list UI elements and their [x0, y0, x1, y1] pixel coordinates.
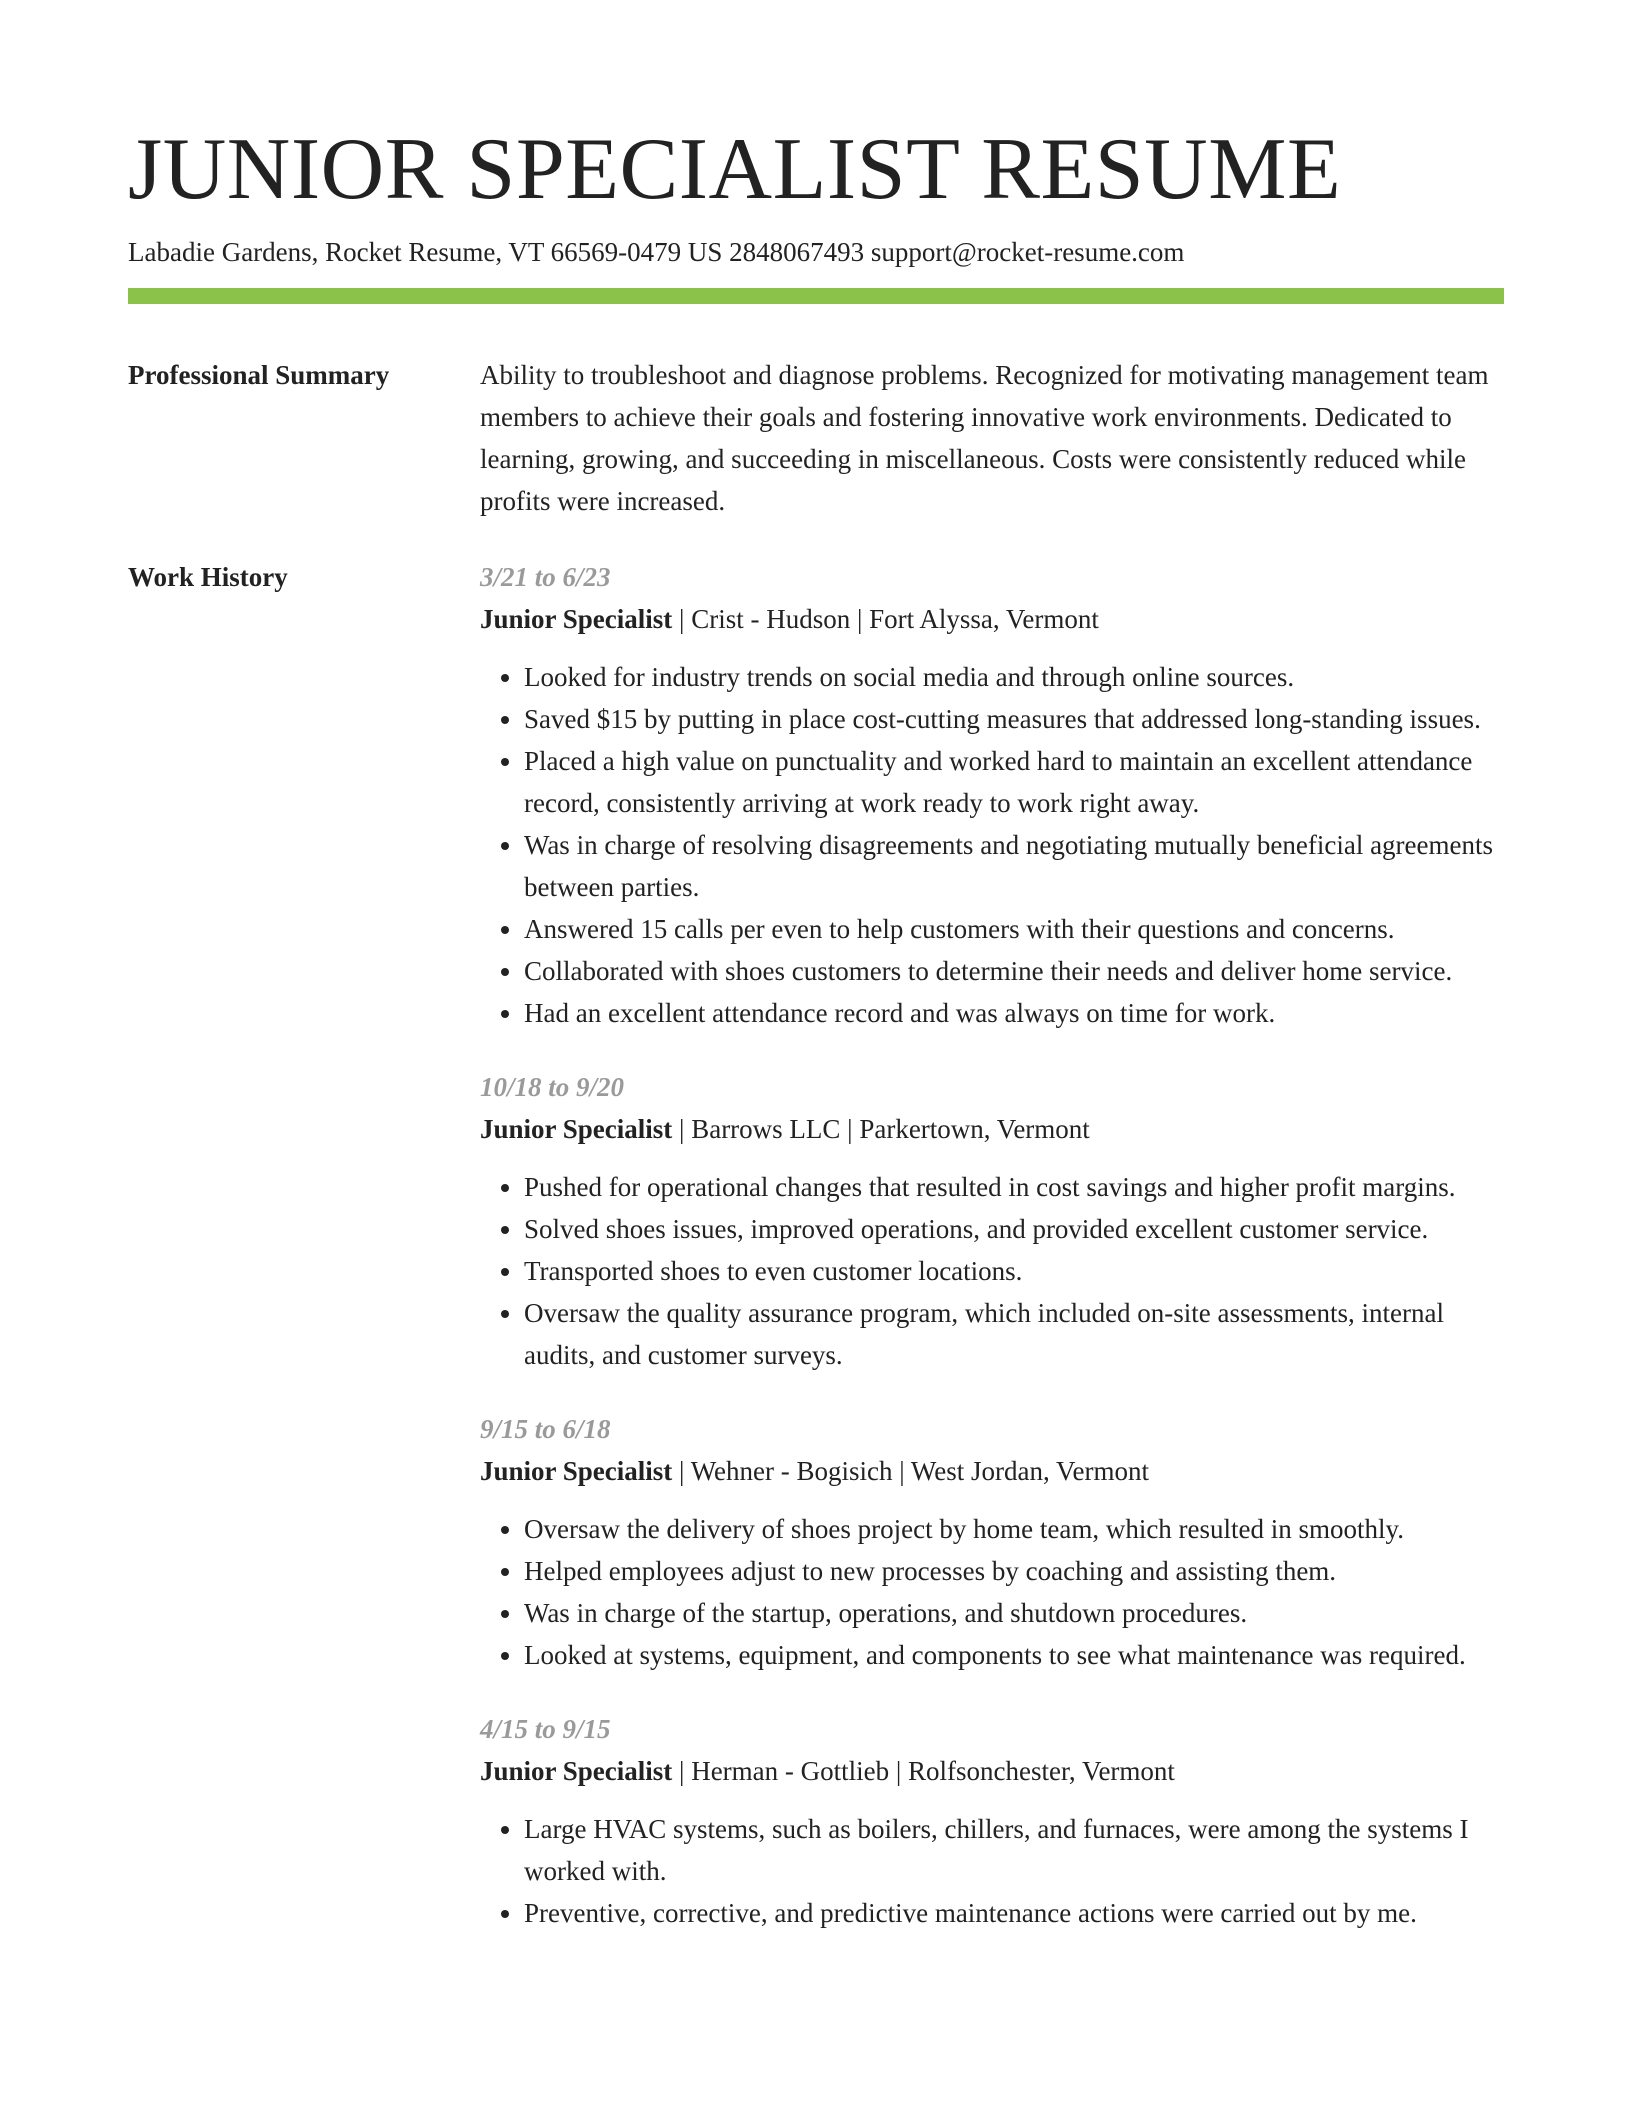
job-heading [480, 598, 1504, 640]
summary-content [480, 354, 1504, 522]
job-title: Junior Specialist [480, 1114, 673, 1144]
job-bullet: • Preventive, corrective, and predictive maintenance actions were carried out by me. [524, 1892, 1504, 1934]
job-bullet: • Had an excellent attendance record and was always on time for work. [524, 992, 1504, 1034]
resume-page [128, 118, 1504, 1966]
job-bullets [480, 1166, 1504, 1376]
job-bullet: • Saved $15 by putting in place cost-cutting measures that addressed long-standing issues. [524, 698, 1504, 740]
job-entry [480, 1066, 1504, 1376]
job-bullets [480, 1508, 1504, 1676]
resume-title: JUNIOR SPECIALIST RESUME [128, 121, 1342, 218]
job-bullet: • Helped employees adjust to new processes by coaching and assisting them. [524, 1550, 1504, 1592]
work-history-content [480, 556, 1504, 1966]
job-dates: 10/18 to 9/20 [480, 1072, 625, 1102]
job-company-location: | Crist - Hudson | Fort Alyssa, Vermont [672, 604, 1099, 634]
job-bullet: • Was in charge of the startup, operations, and shutdown procedures. [524, 1592, 1504, 1634]
job-bullets [480, 1808, 1504, 1934]
job-bullet: • Transported shoes to even customer locations. [524, 1250, 1504, 1292]
job-dates: 4/15 to 9/15 [480, 1714, 611, 1744]
job-title: Junior Specialist [480, 1756, 673, 1786]
job-bullet: • Oversaw the delivery of shoes project by home team, which resulted in smoothly. [524, 1508, 1504, 1550]
job-bullet: • Answered 15 calls per even to help customers with their questions and concerns. [524, 908, 1504, 950]
job-bullets [480, 656, 1504, 1034]
job-dates: 9/15 to 6/18 [480, 1414, 611, 1444]
job-heading [480, 1750, 1504, 1792]
job-bullet: • Large HVAC systems, such as boilers, chillers, and furnaces, were among the systems I worked with. [524, 1808, 1504, 1892]
summary-text: Ability to troubleshoot and diagnose problems. Recognized for motivating management team members to achieve their goals and fostering innovative work environments. Dedicated to learning, growing, and succeeding in miscellaneous. Costs were consistently reduced while profits were increased. [480, 360, 1489, 516]
job-bullet: • Looked for industry trends on social media and through online sources. [524, 656, 1504, 698]
job-entry [480, 556, 1504, 1034]
job-dates: 3/21 to 6/23 [480, 562, 611, 592]
section-label-summary: Professional Summary [128, 360, 390, 390]
job-company-location: | Wehner - Bogisich | West Jordan, Vermont [672, 1456, 1149, 1486]
job-title: Junior Specialist [480, 1456, 673, 1486]
job-bullet: • Was in charge of resolving disagreements and negotiating mutually beneficial agreements between parties. [524, 824, 1504, 908]
professional-summary-section [128, 354, 1504, 522]
work-history-section [128, 556, 1504, 1966]
job-entry [480, 1708, 1504, 1934]
accent-divider [128, 288, 1504, 304]
contact-info: Labadie Gardens, Rocket Resume, VT 66569-0479 US 2848067493 support@rocket-resume.com [128, 237, 1185, 267]
job-bullet: • Placed a high value on punctuality and worked hard to maintain an excellent attendance record, consistently arriving at work ready to work right away. [524, 740, 1504, 824]
job-title: Junior Specialist [480, 604, 673, 634]
job-bullet: • Pushed for operational changes that resulted in cost savings and higher profit margins. [524, 1166, 1504, 1208]
job-heading [480, 1108, 1504, 1150]
section-label-work: Work History [128, 562, 288, 592]
job-bullet: • Solved shoes issues, improved operations, and provided excellent customer service. [524, 1208, 1504, 1250]
job-bullet: • Looked at systems, equipment, and components to see what maintenance was required. [524, 1634, 1504, 1676]
job-entry [480, 1408, 1504, 1676]
job-company-location: | Barrows LLC | Parkertown, Vermont [672, 1114, 1090, 1144]
job-bullet: • Collaborated with shoes customers to determine their needs and deliver home service. [524, 950, 1504, 992]
job-heading [480, 1450, 1504, 1492]
job-bullet: • Oversaw the quality assurance program, which included on-site assessments, internal audits, and customer surveys. [524, 1292, 1504, 1376]
job-company-location: | Herman - Gottlieb | Rolfsonchester, Vermont [672, 1756, 1175, 1786]
